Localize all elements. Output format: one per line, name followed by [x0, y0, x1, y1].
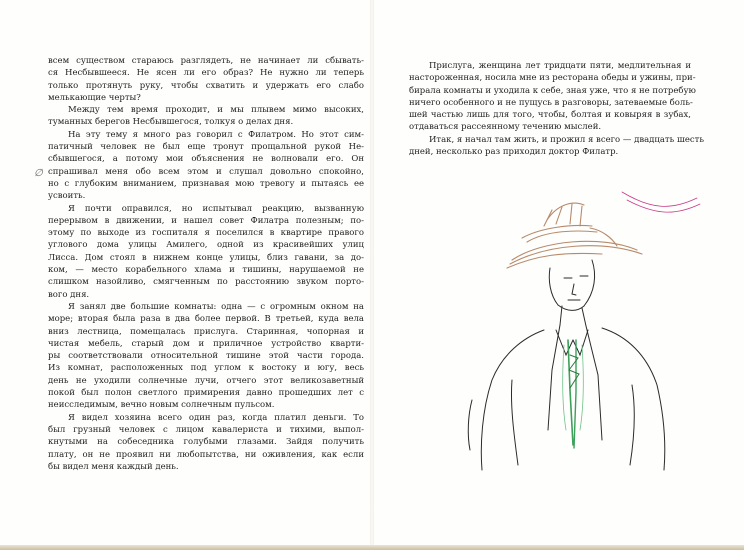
page-bottom-edge — [0, 545, 744, 550]
left_page-text-line: Лисса. Дом стоял в нижнем конце улицы, близ гавани, за до- — [48, 252, 364, 263]
left_page-text-line: мелькающие черты? — [48, 92, 141, 103]
left_page-text-line: неисследимым, вечно новым солнечным пульсом. — [48, 400, 275, 411]
left_page-paragraph — [48, 55, 364, 104]
right_page-paragraph — [409, 134, 704, 159]
right_page-text-line: Прислуга, женщина лет тридцати пяти, медлительная и — [429, 61, 691, 71]
right-page-text — [409, 60, 704, 158]
hat-brim-strokes — [507, 203, 642, 268]
left_page-text-line: ры соответствовали относительной тишине этой части города. — [48, 351, 364, 362]
left_page-text-line: кнутыми на собеседника голубыми глазами. Зайдя получить — [48, 437, 364, 448]
left_page-text-line: сбывшегося, а потому мои объяснения не волновали его. Он — [48, 154, 364, 165]
left_page-text-line: этому по выходе из госпиталя я поселился в квартире правого — [48, 228, 364, 239]
left_page-text-line: чистая мебель, старый дом и приличное устройство кварти- — [48, 338, 364, 349]
left_page-paragraph — [48, 301, 364, 412]
left_page-text-line: только протянуть руку, чтобы схватить и удержать его слабо — [48, 80, 364, 91]
left_page-text-line: На эту тему я много раз говорил с Филатром. Но этот сим- — [68, 129, 364, 140]
right_page-paragraph — [409, 60, 696, 134]
right_page-text-line: настороженная, носила мне из ресторана обеды и ужины, при- — [409, 73, 696, 84]
right_page-text-line: дней, несколько раз приходил доктор Филатр. — [409, 147, 619, 158]
left_page-text-line: был грузный человек с лицом кавалериста и тихими, выпол- — [48, 424, 364, 435]
left_page-text-line: море; вторая была раза в два более первой. В третьей, куда вела — [48, 314, 364, 325]
left_page-text-line: бы видел меня каждый день. — [48, 461, 179, 472]
left_page-text-line: спрашивал меня обо всем этом и слушал довольно спокойно, — [48, 166, 364, 177]
left_page-text-line: патичный человек не был еще тронут прощальной рукой Не- — [48, 142, 364, 153]
left_page-text-line: Я занял две большие комнаты: одна — с огромным окном на — [68, 301, 364, 312]
left_page-text-line: усвоить. — [48, 191, 86, 202]
left_page-text-line: день не уходили солнечные лучи, отчего этот великозаветный — [48, 375, 364, 386]
left_page-text-line: слишком назойливо, смягченным по расстоянию звуком порто- — [48, 277, 364, 288]
left_page-text-line: Между тем время проходит, и мы плывем мимо высоких, — [68, 105, 364, 116]
margin-mark-icon: ∅ — [34, 168, 43, 179]
left-page-text — [48, 55, 364, 473]
left_page-text-line: Я видел хозяина всего один раз, когда платил деньги. То — [68, 412, 364, 423]
left_page-text-line: вниз лестница, помещалась прислуга. Старинная, чопорная и — [48, 326, 364, 337]
right_page-text-line: Итак, я начал там жить, и прожил я всего — двадцать шесть — [429, 134, 704, 145]
left_page-text-line: туманных берегов Несбывшегося, толкуя о делах дня. — [48, 117, 294, 128]
left_page-text-line: Я почти оправился, но испытывал реакцию, вызванную — [68, 203, 364, 214]
top-accent-strokes — [622, 192, 700, 212]
right_page-text-line: бирала комнаты и уходила к себе, зная уже, что я не потребую — [409, 85, 696, 96]
left_page-text-line: плату, он не проявил ни любопытства, ни оживления, как если — [48, 449, 364, 460]
left_page-paragraph — [48, 129, 364, 203]
left_page-text-line: Из комнат, расположенных под углом к востоку и югу, весь — [48, 363, 364, 374]
left_page-text-line: всем существом стараюсь разглядеть, не начинает ли сбывать- — [48, 56, 364, 66]
right_page-text-line: шей частью лишь для того, чтобы, болтая и ковыряя в зубах, — [409, 110, 691, 121]
left_page-text-line: ком, — место корабельного хлама и тишины, нарушаемой не — [48, 265, 364, 276]
face-and-suit-lines — [468, 260, 664, 470]
left_page-text-line: покой был полон светлого примирения давно прошедших лет с — [48, 388, 364, 399]
left_page-text-line: вого дня. — [48, 289, 90, 300]
left_page-text-line: ся Несбывшееся. Не ясен ли его образ? Не нужно ли теперь — [48, 68, 364, 79]
man-in-hat-illustration — [452, 180, 702, 480]
book-gutter — [370, 0, 374, 550]
left_page-paragraph — [48, 412, 364, 473]
shirt-and-tie-strokes — [563, 340, 584, 448]
left_page-text-line: но с глубоким вниманием, признавая мою тревогу и пытаясь ее — [48, 178, 364, 189]
right_page-text-line: отдаваться рассеянному течению мыслей. — [409, 122, 602, 133]
left_page-text-line: углового дома улицы Амилего, одной из красивейших улиц — [48, 240, 364, 251]
right_page-text-line: ничего особенного и не пущусь в разговоры, затеваемые боль- — [409, 97, 693, 108]
left_page-paragraph — [48, 104, 364, 129]
left_page-text-line: перерывом в движении, и нашел совет Филатра полезным; по- — [48, 215, 364, 226]
left_page-paragraph — [48, 203, 364, 301]
